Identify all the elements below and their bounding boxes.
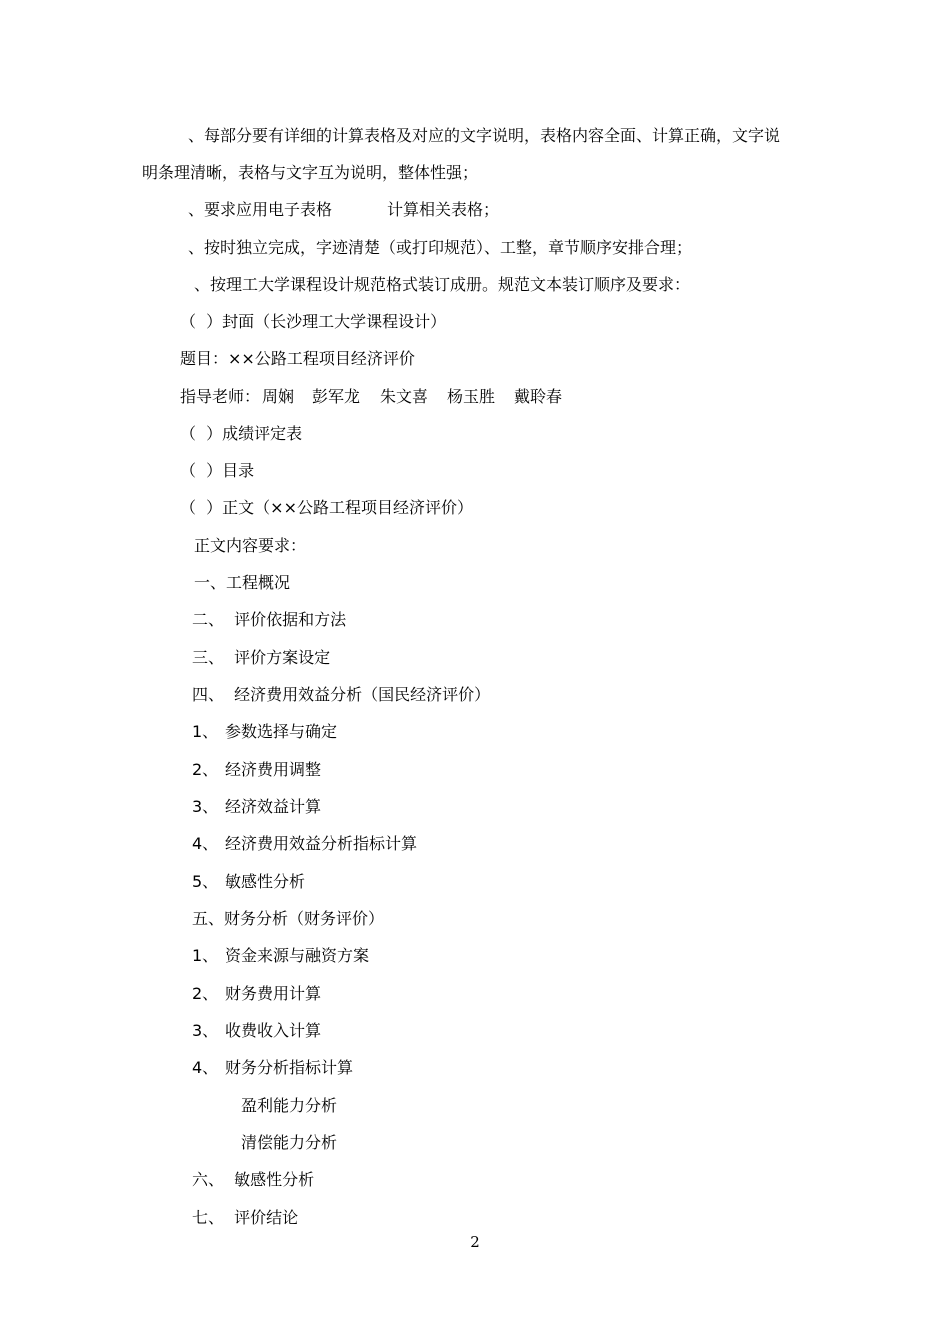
section-4: 四、 经济费用效益分析（国民经济评价） (192, 685, 491, 704)
page-number: 2 (470, 1233, 480, 1251)
list-item-number: 2、 (192, 984, 219, 1003)
list-item-text: 收费收入计算 (225, 1021, 322, 1040)
list-item-text: 经济费用调整 (225, 760, 322, 779)
paragraph-line-1: 、每部分要有详细的计算表格及对应的文字说明，表格内容全面、计算正确，文字说 (188, 126, 781, 145)
list-item-text: 参数选择与确定 (225, 722, 338, 741)
list-item-text: 经济效益计算 (225, 797, 322, 816)
requirement-2b: 计算相关表格； (387, 200, 500, 219)
body-requirements-heading: 正文内容要求： (194, 536, 307, 555)
advisor-name: 周娴 (262, 387, 295, 406)
cover-item: （ ）封面（长沙理工大学课程设计） (180, 312, 447, 331)
list-item-number: 3、 (192, 1021, 219, 1040)
list-item-text: 财务费用计算 (225, 984, 322, 1003)
advisor-name: 杨玉胜 (447, 387, 496, 406)
section-2: 二、 评价依据和方法 (192, 610, 347, 629)
advisor-name: 戴聆春 (514, 387, 563, 406)
list-item-number: 1、 (192, 722, 219, 741)
advisor-name: 朱文喜 (380, 387, 429, 406)
requirement-4: 、按理工大学课程设计规范格式装订成册。规范文本装订顺序及要求： (194, 275, 691, 294)
grade-table-item: （ ）成绩评定表 (180, 424, 303, 443)
list-item-number: 5、 (192, 872, 219, 891)
list-item-text: 敏感性分析 (225, 872, 306, 891)
toc-item: （ ）目录 (180, 461, 255, 480)
list-item-number: 2、 (192, 760, 219, 779)
title-line: 题目：××公路工程项目经济评价 (180, 349, 415, 368)
list-item-number: 4、 (192, 1058, 219, 1077)
section-5: 五、财务分析（财务评价） (192, 909, 385, 928)
advisor-name: 彭军龙 (312, 387, 361, 406)
requirement-3: 、按时独立完成，字迹清楚（或打印规范）、工整，章节顺序安排合理； (188, 238, 693, 257)
section-6: 六、 敏感性分析 (192, 1170, 315, 1189)
paragraph-line-2: 明条理清晰，表格与文字互为说明，整体性强； (142, 163, 479, 182)
requirement-2a: 、要求应用电子表格 (188, 200, 333, 219)
section-1: 一、工程概况 (194, 573, 291, 592)
list-item-text: 经济费用效益分析指标计算 (225, 834, 418, 853)
section-7: 七、 评价结论 (192, 1208, 299, 1227)
list-item-text: 财务分析指标计算 (225, 1058, 354, 1077)
sub-list-item: 盈利能力分析 (241, 1096, 338, 1115)
list-item-text: 资金来源与融资方案 (225, 946, 370, 965)
sub-list-item: 清偿能力分析 (241, 1133, 338, 1152)
list-item-number: 4、 (192, 834, 219, 853)
list-item-number: 1、 (192, 946, 219, 965)
section-3: 三、 评价方案设定 (192, 648, 331, 667)
list-item-number: 3、 (192, 797, 219, 816)
body-text-item: （ ）正文（××公路工程项目经济评价） (180, 498, 473, 517)
advisor-label: 指导老师： (180, 387, 261, 406)
